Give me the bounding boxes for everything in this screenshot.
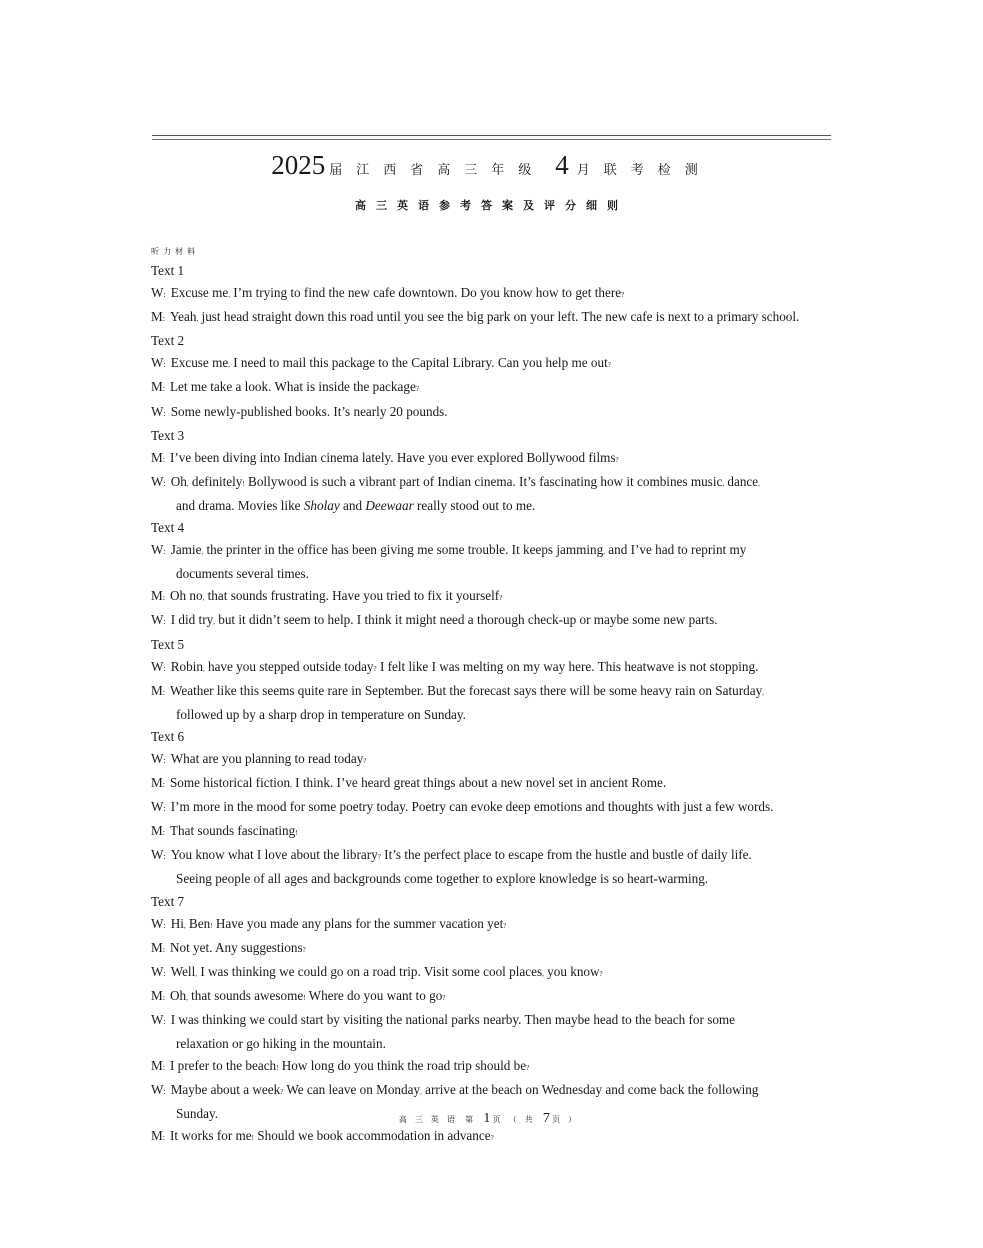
punctuation-mark: , (186, 993, 188, 1002)
text-heading: Text 2 (151, 333, 185, 349)
speaker-label: W (151, 285, 164, 301)
dialogue-line (151, 282, 831, 306)
colon-mark: : (163, 478, 166, 488)
punctuation-mark: ! (303, 993, 306, 1002)
punctuation-mark: ? (526, 1064, 530, 1073)
colon-mark: : (163, 663, 166, 673)
continuation-line (151, 1033, 831, 1055)
line-text: I was thinking we could go on a road trip. Visit some cool places (200, 963, 543, 979)
colon-mark: : (163, 290, 166, 300)
colon-mark: : (162, 314, 165, 324)
line-text: really stood out to me. (413, 497, 536, 513)
line-text: Robin (170, 658, 203, 674)
text-heading: Text 3 (151, 427, 185, 443)
line-text: followed up by a sharp drop in temperature on Sunday. (176, 706, 466, 722)
dialogue-line (151, 937, 831, 961)
line-text: How long do you think the road trip should be (281, 1058, 527, 1074)
movie-title: Deewaar (365, 497, 414, 513)
colon-mark: : (163, 920, 166, 930)
continuation-line (151, 563, 831, 585)
punctuation-mark: ? (363, 756, 367, 765)
colon-mark: : (163, 1017, 166, 1026)
line-text: Maybe about a week (170, 1082, 281, 1098)
punctuation-mark: ? (615, 455, 619, 464)
punctuation-mark: , (213, 618, 215, 627)
line-text: and drama. Movies like (176, 497, 304, 513)
colon-mark: : (162, 1063, 165, 1073)
dialogue-line (151, 748, 831, 772)
colon-mark: : (163, 1087, 166, 1097)
punctuation-mark: ? (499, 594, 503, 603)
dialogue-line (151, 772, 831, 796)
punctuation-mark: , (183, 921, 186, 930)
speaker-label: W (151, 403, 164, 419)
colon-mark: : (163, 617, 166, 627)
continuation-line (151, 495, 831, 517)
dialogue-line (151, 471, 831, 495)
punctuation-mark: , (201, 548, 204, 557)
line-text: I felt like I was melting on my way here. This heatwave is not stopping. (379, 658, 759, 674)
line-text: you know (547, 963, 600, 979)
speaker-label: M (151, 939, 163, 955)
speaker-label: W (151, 355, 164, 371)
line-text: dance (727, 473, 759, 489)
dialogue-line (151, 1055, 831, 1079)
text-heading: Text 1 (151, 263, 185, 278)
colon-mark: : (163, 804, 166, 814)
punctuation-mark: ! (251, 1134, 254, 1143)
line-text: Seeing people of all ages and backgrounds come together to explore knowledge is so heart-warming. (176, 871, 709, 887)
line-text: It’s the perfect place to escape from the hustle and bustle of daily life. (384, 847, 752, 863)
speaker-label: M (151, 823, 163, 839)
line-text: Not yet. Any suggestions (169, 939, 303, 955)
punctuation-mark: , (196, 315, 199, 324)
line-text: Oh no (169, 588, 203, 604)
colon-mark: : (163, 755, 166, 765)
line-text: Well (170, 963, 196, 979)
colon-mark: : (162, 454, 165, 464)
speaker-label: W (151, 847, 164, 863)
speaker-label: W (151, 799, 164, 815)
speaker-label: M (151, 309, 163, 325)
punctuation-mark: ? (621, 291, 625, 300)
footer-ye-end: 页） (552, 1115, 585, 1124)
dialogue-line (151, 609, 831, 633)
footer-subject: 高三英语 (398, 1115, 463, 1124)
dialogue-line (151, 985, 831, 1009)
speaker-label: M (151, 588, 163, 604)
line-text: I think. I’ve heard great things about a new novel set in ancient Rome. (295, 775, 667, 791)
colon-mark: : (163, 852, 166, 862)
punctuation-mark: , (542, 969, 544, 978)
dialogue-line (151, 796, 831, 820)
punctuation-mark: , (228, 361, 230, 370)
line-text: definitely (191, 473, 243, 489)
punctuation-mark: ? (280, 1088, 284, 1097)
speaker-label: W (151, 1082, 164, 1098)
colon-mark: : (162, 992, 165, 1002)
line-text: I need to mail this package to the Capital Library. Can you help me out (233, 355, 608, 371)
header-rule-top (152, 135, 831, 136)
line-text: I was thinking we could start by visiting the national parks nearby. Then maybe head to the beach for some (170, 1012, 736, 1027)
line-text: It works for me (169, 1128, 252, 1144)
continuation-line (151, 868, 831, 890)
line-text: relaxation or go hiking in the mountain. (176, 1036, 386, 1052)
punctuation-mark: ! (210, 921, 213, 930)
title-province: 届江西省高三年级 (329, 162, 546, 177)
line-text: Weather like this seems quite rare in September. But the forecast says there will be some heavy rain on Saturday (169, 682, 763, 698)
punctuation-mark: , (290, 781, 292, 790)
dialogue-line (151, 306, 831, 330)
colon-mark: : (162, 384, 165, 394)
colon-mark: : (163, 360, 166, 370)
footer-ye-gong: 页（共 (492, 1115, 541, 1124)
text-heading: Text 7 (151, 893, 185, 909)
punctuation-mark: , (228, 291, 230, 300)
punctuation-mark: ! (295, 829, 298, 838)
line-text: Ben (188, 915, 211, 931)
line-text: I’ve been diving into Indian cinema lately. Have you ever explored Bollywood films (169, 449, 616, 465)
title-year: 2025 (271, 150, 326, 180)
line-text: arrive at the beach on Wednesday and come back the following (425, 1082, 759, 1098)
dialogue-line (151, 1125, 831, 1149)
line-text: That sounds fascinating (169, 823, 296, 839)
speaker-label: W (151, 915, 164, 931)
punctuation-mark: ? (377, 853, 381, 862)
dialogue-line (151, 539, 831, 563)
punctuation-mark: ? (302, 945, 306, 954)
title-month: 4 (555, 150, 569, 180)
line-text: Sunday. (176, 1106, 219, 1122)
dialogue-line (151, 1079, 831, 1103)
line-text: I did try (170, 612, 214, 628)
title-exam: 月联考检测 (576, 162, 712, 177)
line-text: What are you planning to read today (170, 750, 364, 766)
line-text: the printer in the office has been giving me some trouble. It keeps jamming (206, 542, 604, 558)
line-text: Have you made any plans for the summer vacation yet (215, 915, 504, 931)
line-text: Oh (169, 987, 187, 1003)
movie-title: Sholay (303, 497, 340, 513)
punctuation-mark: , (603, 548, 605, 557)
colon-mark: : (163, 547, 166, 557)
punctuation-mark: , (758, 479, 760, 488)
punctuation-mark: , (762, 688, 764, 697)
line-text: We can leave on Monday (286, 1082, 421, 1098)
colon-mark: : (163, 968, 166, 978)
dialogue-line (151, 844, 831, 868)
punctuation-mark: ? (503, 921, 507, 930)
line-text: Some historical fiction (169, 775, 291, 791)
speaker-label: M (151, 379, 163, 395)
text-heading: Text 4 (151, 520, 185, 536)
footer-page-number: 1 (483, 1111, 491, 1126)
colon-mark: : (162, 687, 165, 697)
line-text: Yeah (169, 309, 197, 325)
punctuation-mark: , (202, 594, 205, 603)
punctuation-mark: , (195, 969, 198, 978)
dialogue-line (151, 1009, 831, 1033)
line-text: that sounds awesome (191, 987, 304, 1003)
transcript-body (151, 260, 831, 1150)
speaker-label: W (151, 612, 164, 628)
colon-mark: : (162, 780, 165, 790)
dialogue-line (151, 913, 831, 937)
document-title (0, 150, 983, 181)
line-text: but it didn’t seem to help. I think it might need a thorough check-up or maybe some new parts. (218, 612, 718, 628)
line-text: Bollywood is such a vibrant part of Indian cinema. It’s fascinating how it combines music (248, 473, 723, 489)
line-text: Where do you want to go (308, 987, 443, 1003)
dialogue-line (151, 376, 831, 400)
punctuation-mark: , (186, 479, 189, 488)
text-heading: Text 5 (151, 636, 185, 652)
punctuation-mark: ? (415, 385, 419, 394)
line-text: Excuse me (170, 355, 229, 371)
punctuation-mark: , (722, 479, 725, 488)
speaker-label: M (151, 1128, 163, 1144)
speaker-label: W (151, 1012, 164, 1027)
speaker-label: W (151, 658, 164, 674)
line-text: I’m trying to find the new cafe downtown. Do you know how to get there (233, 285, 622, 301)
colon-mark: : (162, 593, 165, 603)
dialogue-line (151, 820, 831, 844)
speaker-label: W (151, 963, 164, 979)
line-text: Should we book accommodation in advance (257, 1128, 491, 1144)
header-rule-bottom (152, 139, 831, 140)
dialogue-line (151, 401, 831, 425)
page-footer (0, 1111, 983, 1127)
dialogue-line (151, 680, 831, 704)
speaker-label: W (151, 750, 164, 766)
punctuation-mark: ? (490, 1134, 494, 1143)
punctuation-mark: ? (599, 969, 603, 978)
punctuation-mark: ! (242, 479, 245, 488)
dialogue-line (151, 352, 831, 376)
colon-mark: : (163, 408, 166, 418)
line-text: Oh (170, 473, 187, 489)
line-text: Hi (170, 915, 184, 931)
line-text: that sounds frustrating. Have you tried to fix it yourself (207, 588, 500, 604)
text-heading: Text 6 (151, 728, 185, 744)
speaker-label: M (151, 1058, 163, 1074)
line-text: Jamie (170, 542, 202, 558)
speaker-label: M (151, 449, 163, 465)
line-text: and I’ve had to reprint my (608, 542, 747, 558)
line-text: just head straight down this road until you see the big park on your left. The new cafe is next to a primary school. (201, 309, 800, 325)
dialogue-line (151, 656, 831, 680)
footer-di: 第 (465, 1115, 482, 1124)
footer-total-pages: 7 (542, 1111, 550, 1126)
speaker-label: W (151, 473, 164, 489)
punctuation-mark: ? (607, 361, 611, 370)
line-text: and (339, 497, 366, 513)
colon-mark: : (162, 828, 165, 838)
punctuation-mark: ! (276, 1064, 279, 1073)
line-text: Let me take a look. What is inside the package (169, 379, 416, 395)
speaker-label: M (151, 775, 163, 791)
dialogue-line (151, 585, 831, 609)
speaker-label: M (151, 682, 163, 698)
punctuation-mark: ? (442, 993, 446, 1002)
dialogue-line (151, 447, 831, 471)
speaker-label: W (151, 542, 164, 558)
section-label: 听力材料 (151, 247, 199, 256)
line-text: You know what I love about the library (170, 847, 378, 863)
line-text: have you stepped outside today (207, 658, 374, 674)
line-text: I prefer to the beach (169, 1058, 277, 1074)
document-subtitle: 高三英语参考答案及评分细则 (355, 199, 628, 212)
punctuation-mark: , (420, 1088, 422, 1097)
line-text: Excuse me (170, 285, 229, 301)
colon-mark: : (162, 944, 165, 954)
dialogue-line (151, 961, 831, 985)
punctuation-mark: , (202, 664, 205, 673)
line-text: Some newly-published books. It’s nearly 20 pounds. (170, 403, 448, 419)
punctuation-mark: ? (373, 664, 377, 673)
line-text: I’m more in the mood for some poetry today. Poetry can evoke deep emotions and thoughts with just a few words. (170, 799, 774, 815)
continuation-line (151, 704, 831, 726)
colon-mark: : (162, 1133, 165, 1143)
speaker-label: M (151, 987, 163, 1003)
line-text: documents several times. (176, 566, 309, 582)
